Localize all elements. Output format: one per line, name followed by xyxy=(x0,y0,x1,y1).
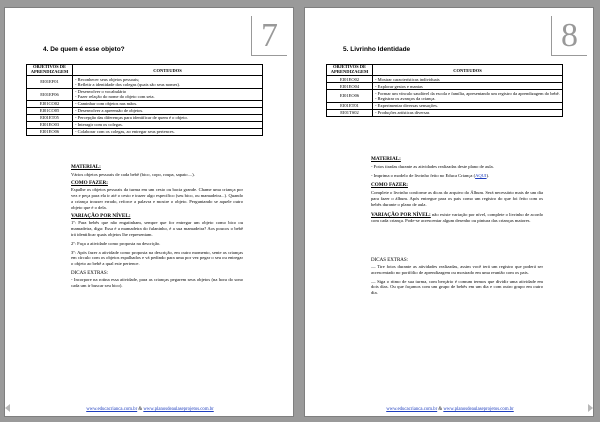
content-line: - Percepção das diferenças para identificar de quem é o objeto. xyxy=(75,115,188,121)
content-cell xyxy=(73,107,263,114)
objective-code: EI01TS02 xyxy=(327,109,373,116)
table-row xyxy=(27,76,263,88)
dicas-item: — Tire fotos durante as atividades realizadas, assim você terá um registro que poderá ser acrescentado no portfólio de aprendizagem ou mostrado em uma reunião com os pais. xyxy=(371,263,543,275)
content-line: - Colaborar com os colegas, ao entregar seus pertences. xyxy=(75,129,175,135)
content-line: - Interagir com os colegas. xyxy=(75,122,123,128)
content-line: - Desenvolver o vocabulário xyxy=(75,88,127,94)
document-page-right xyxy=(304,7,594,417)
table-body xyxy=(327,76,563,116)
table-row xyxy=(27,88,263,100)
variacao-item: 2º: Faça a atividade como proposta na descrição. xyxy=(71,240,161,246)
previous-page-arrow-icon[interactable] xyxy=(5,404,10,412)
next-page-arrow-icon[interactable] xyxy=(588,404,593,412)
material-item-with-link xyxy=(371,173,543,179)
table-body xyxy=(27,76,263,135)
variacao-item: 3º: Após fazer a atividade como proposta na descrição, em outro momento, sente as crianças em círculo com os objetos espalhados e vá pedindo para uma por vez pegar o seu ou entregar o objeto ao bebê a qual este pertence. xyxy=(71,249,243,267)
table-header-row xyxy=(327,65,563,76)
variacao-heading: VARIAÇÃO POR NÍVEL: xyxy=(71,212,131,219)
material-item-text: - Imprima o modelo de livrinho feito no Educa Criança ( xyxy=(371,172,476,178)
content-cell xyxy=(373,83,563,90)
column-header-objetivos: OBJETIVOS DE APRENDIZAGEM xyxy=(327,65,373,76)
footer-separator: & xyxy=(437,407,444,412)
footer-link-planosdeaula[interactable]: www.planosdeaulaseprojetos.com.br xyxy=(143,407,214,412)
table-header-row xyxy=(27,65,263,76)
objective-code: EI01EO04 xyxy=(327,83,373,90)
content-cell xyxy=(73,88,263,100)
material-text: Vários objetos pessoais de cada bebê (bico, copo, roupa, sapato....). xyxy=(71,171,195,177)
objective-code: EI01EF06 xyxy=(27,88,73,100)
content-line: - Formar um vínculo saudável da escola e família, apresentando um registro da aprendizagem do bebê. xyxy=(375,90,560,96)
table-row xyxy=(27,114,263,121)
variacao-heading: VARIAÇÃO POR NÍVEL: xyxy=(371,211,431,218)
page-number: 7 xyxy=(251,16,287,56)
table-row xyxy=(27,128,263,135)
content-line: - Caminhar com objetos nas mãos. xyxy=(75,101,138,107)
material-item: - Fotos tiradas durante as atividades realizadas deste plano de aula. xyxy=(371,163,494,169)
content-line: - Desenvolver a apreensão de objetos. xyxy=(75,108,144,114)
footer-link-planosdeaula[interactable]: www.planosdeaulaseprojetos.com.br xyxy=(443,407,514,412)
page-footer xyxy=(5,407,294,412)
table-row xyxy=(27,107,263,114)
table-row xyxy=(327,83,563,90)
objective-code: EI01EO02 xyxy=(327,76,373,83)
content-cell xyxy=(373,109,563,116)
objective-code: EI01ET01 xyxy=(327,102,373,109)
content-line: - Fazer relação do nome do objeto com seta. xyxy=(75,94,155,100)
objective-code: EI01EO03 xyxy=(27,121,73,128)
table-row xyxy=(327,109,563,116)
dicas-heading: DICAS EXTRAS: xyxy=(371,258,409,264)
section-title: 4. De quem é esse objeto? xyxy=(43,46,125,53)
content-line: - Experimentar diversas sensações. xyxy=(375,102,438,108)
dicas-text: - Incorpore na rotina essa atividade, para as crianças pegarem seus objetos (na hora do sono cada um ir buscar seu bico). xyxy=(71,276,243,288)
content-cell xyxy=(73,76,263,88)
variacao-item: 1º: Para bebês que não engatinham, sempre que for entregar um objeto como bico ou mamadeira, diga: Essa é a mamadeira do fulaninho, é a sua mamadeira? Aos poucos o bebê irá identificar quais objetos lhe representam. xyxy=(71,220,243,237)
content-line: - Registrar os avanços da criança. xyxy=(375,95,436,101)
activity-body xyxy=(371,154,543,299)
table-row xyxy=(327,90,563,102)
column-header-objetivos: OBJETIVOS DE APRENDIZAGEM xyxy=(27,65,73,76)
objective-code: EI01EO06 xyxy=(27,128,73,135)
objective-code: EI01CO02 xyxy=(27,100,73,107)
footer-separator: & xyxy=(137,407,144,412)
content-line: - Produções artísticas diversas xyxy=(375,109,430,115)
content-cell xyxy=(73,114,263,121)
page-footer xyxy=(305,407,594,412)
footer-link-educacrianca[interactable]: www.educacrianca.com.br xyxy=(86,407,138,412)
material-item-tail: ). xyxy=(486,172,490,178)
como-fazer-heading: COMO FAZER: xyxy=(71,179,108,186)
content-cell xyxy=(73,100,263,107)
content-line: - Explorar gestos e manias xyxy=(375,83,423,89)
table-row xyxy=(27,100,263,107)
content-cell xyxy=(73,121,263,128)
content-cell xyxy=(73,128,263,135)
objective-code: EI01EO06 xyxy=(327,90,373,102)
como-fazer-heading: COMO FAZER: xyxy=(371,182,408,189)
content-line: - Refletir a identidade dos colegas (quais são seus nomes). xyxy=(75,81,180,87)
content-line: - Reconhecer seus objetos pessoais; xyxy=(75,76,140,82)
objectives-table xyxy=(326,64,563,117)
dicas-item: — Siga o ritmo de sua turma, com berçário é comum termos que dividir uma atividade em dois dias. Ou que façamos com um grupo de bebês em um dia e com outro grupo em outro dia. xyxy=(371,278,543,296)
page-number: 8 xyxy=(551,16,587,56)
table-row xyxy=(327,76,563,83)
material-heading: MATERIAL: xyxy=(371,156,401,162)
content-cell xyxy=(373,90,563,102)
aqui-link[interactable]: AQUI xyxy=(475,172,487,178)
activity-body xyxy=(71,162,243,291)
column-header-conteudos: CONTEUDOS xyxy=(373,65,563,76)
material-heading: MATERIAL: xyxy=(71,164,101,170)
objective-code: EI01CO05 xyxy=(27,107,73,114)
table-row xyxy=(27,121,263,128)
content-cell xyxy=(373,76,563,83)
footer-link-educacrianca[interactable]: www.educacrianca.com.br xyxy=(386,407,438,412)
objective-code: EI01ET05 xyxy=(27,114,73,121)
como-fazer-text: Complete o livrinho conforme as dicas do arquivo do Álbum. Será necessário mais de um dia para fazer o álbum. Após entregue para os pais como um registro do que foi feito com os bebês durante o plano de aula. xyxy=(371,190,543,207)
variacao-text: não existe variação por nível, complete o livrinho de acordo com cada criança. Pode-se acrescentar algum desenho ou pintura das crianças maiores. xyxy=(371,211,543,224)
objective-code: EI01EF01 xyxy=(27,76,73,88)
objectives-table xyxy=(26,64,263,136)
document-page-left xyxy=(4,7,294,417)
column-header-conteudos: CONTEUDOS xyxy=(73,65,263,76)
section-title: 5. Livrinho Identidade xyxy=(343,46,411,53)
content-line: - Mostrar características individuais xyxy=(375,76,440,82)
table-row xyxy=(327,102,563,109)
content-cell xyxy=(373,102,563,109)
dicas-heading: DICAS EXTRAS: xyxy=(71,270,109,276)
variacao-paragraph xyxy=(371,212,543,225)
como-fazer-text: Espalhe os objetos pessoais da turma em um cesto ou bacia grande. Chame uma criança por vez e peça para ela ir até o cesto e trazer algo específico (seu bico, ou mamadeira...). Quando a criança trouxer errado, reforce a palavra e mostre o objeto. Perguntando se aquele outro objeto que é o dela. xyxy=(71,187,243,210)
